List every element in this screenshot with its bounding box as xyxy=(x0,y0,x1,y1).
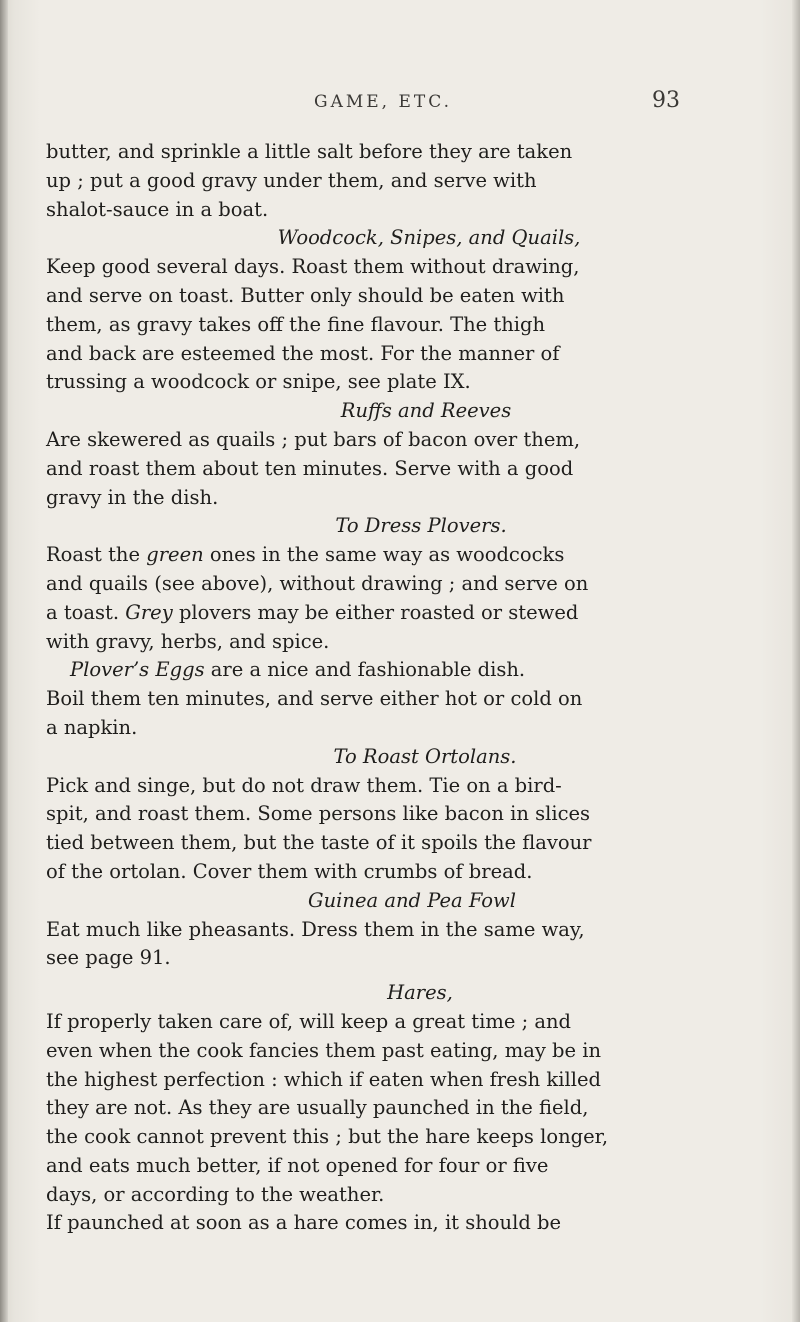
text-line: and serve on toast. Butter only should be eaten with xyxy=(46,283,565,307)
section-heading-ortolans: To Roast Ortolans. xyxy=(333,744,517,768)
text-line: tied between them, but the taste of it spoils the flavour xyxy=(46,831,592,855)
text-line: Boil them ten minutes, and serve either hot or cold on xyxy=(46,687,583,711)
text-run: ones in the same way as woodcocks xyxy=(203,543,565,567)
text-line: a napkin. xyxy=(46,715,138,739)
text-run: Roast the xyxy=(46,543,147,567)
section-heading-guinea-fowl: Guinea and Pea Fowl xyxy=(308,888,516,912)
text-line: Eat much like pheasants. Dress them in the same way, xyxy=(46,917,585,941)
text-line: the cook cannot prevent this ; but the hare keeps longer, xyxy=(46,1125,609,1149)
italic-word-grey: Grey xyxy=(125,600,173,624)
text-line: If paunched at soon as a hare comes in, it should be xyxy=(46,1211,562,1235)
text-line xyxy=(46,541,772,570)
text-line: even when the cook fancies them past eating, may be in xyxy=(46,1038,602,1062)
text-line: see page 91. xyxy=(46,946,171,970)
section-heading-hares: Hares, xyxy=(387,981,453,1005)
text-line: Are skewered as quails ; put bars of bacon over them, xyxy=(46,427,581,451)
text-line: and roast them about ten minutes. Serve with a good xyxy=(46,456,574,480)
italic-word-green: green xyxy=(146,543,204,567)
running-title: GAME, ETC. xyxy=(314,92,453,112)
text-run: are a nice and fashionable dish. xyxy=(204,658,526,682)
text-line: and back are esteemed the most. For the manner of xyxy=(46,341,560,365)
text-line: they are not. As they are usually paunched in the field, xyxy=(46,1096,589,1120)
italic-run-plovers-eggs: Plover’s Eggs xyxy=(70,658,205,682)
page-gutter-shadow xyxy=(0,0,8,1322)
text-run: plovers may be either roasted or stewed xyxy=(172,600,579,624)
text-line: with gravy, herbs, and spice. xyxy=(46,629,330,653)
text-line: If properly taken care of, will keep a great time ; and xyxy=(46,1009,572,1033)
page-body xyxy=(46,138,772,1238)
text-line: and eats much better, if not opened for four or five xyxy=(46,1153,549,1177)
text-line: Pick and singe, but do not draw them. Tie on a bird- xyxy=(46,773,562,797)
page-number: 93 xyxy=(652,88,680,113)
text-line: the highest perfection : which if eaten when fresh killed xyxy=(46,1067,601,1091)
section-heading-woodcock: Woodcock, Snipes, and Quails, xyxy=(277,226,581,250)
text-line: trussing a woodcock or snipe, see plate IX. xyxy=(46,370,471,394)
section-heading-ruffs: Ruffs and Reeves xyxy=(340,399,512,423)
text-line: them, as gravy takes off the fine flavour. The thigh xyxy=(46,312,546,336)
text-line xyxy=(46,599,772,628)
text-line: spit, and roast them. Some persons like bacon in slices xyxy=(46,802,591,826)
text-line: gravy in the dish. xyxy=(46,485,219,509)
text-line: of the ortolan. Cover them with crumbs of bread. xyxy=(46,859,533,883)
text-line: days, or according to the weather. xyxy=(46,1182,385,1206)
text-line: butter, and sprinkle a little salt before they are taken xyxy=(46,140,573,163)
text-line: and quails (see above), without drawing ; and serve on xyxy=(46,571,589,595)
text-line: Keep good several days. Roast them without drawing, xyxy=(46,255,580,279)
text-line: shalot-sauce in a boat. xyxy=(46,197,269,221)
text-line xyxy=(46,656,772,685)
text-line: up ; put a good gravy under them, and serve with xyxy=(46,168,537,192)
text-run: a toast. xyxy=(46,600,126,624)
section-heading-plovers: To Dress Plovers. xyxy=(335,514,507,538)
page-edge xyxy=(792,0,800,1322)
